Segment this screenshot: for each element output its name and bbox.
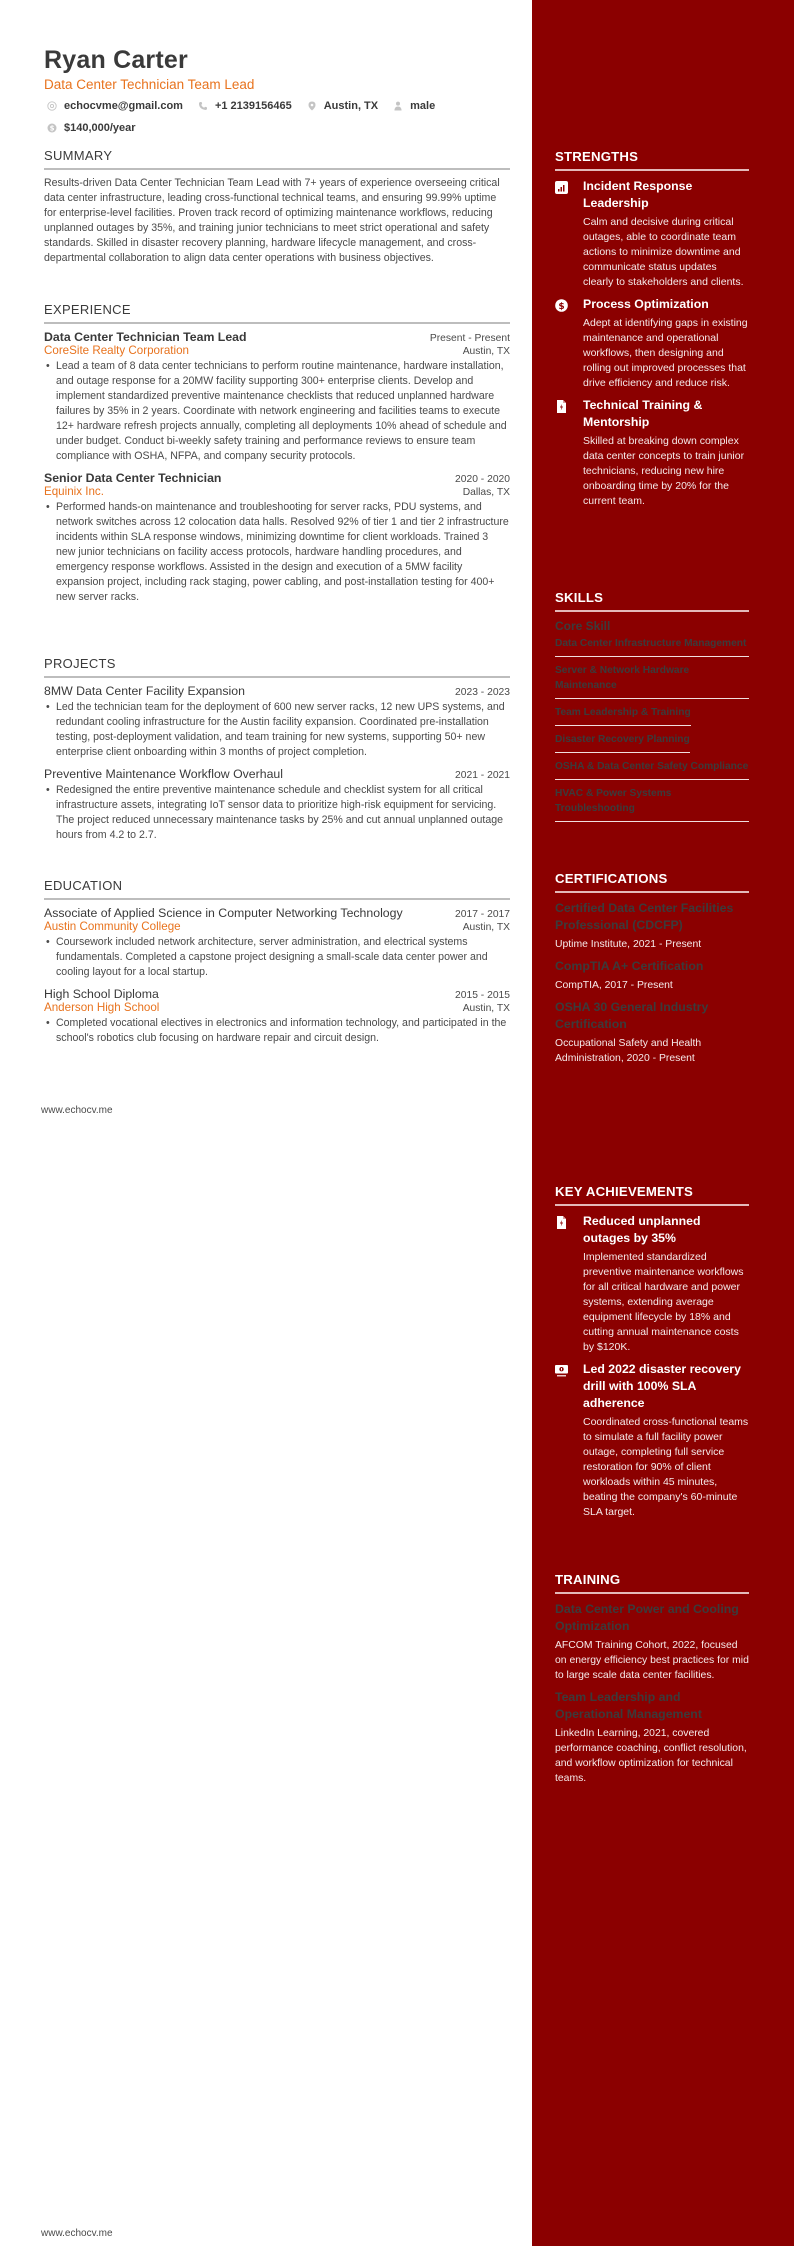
certification-name: OSHA 30 General Industry Certification [555,1000,709,1031]
skill-item: OSHA & Data Center Safety Compliance [555,759,749,780]
certification-issuer: Uptime Institute, 2021 - Present [555,939,702,950]
footer-website-link-page2[interactable]: www.echocv.me [41,2228,113,2239]
phone-value: +1 2139156465 [214,100,292,112]
skill-item: Team Leadership & Training [555,705,691,726]
location-value: Austin, TX [323,100,379,112]
contact-email[interactable] [44,99,183,113]
education-dates: 2017 - 2017 [455,909,510,920]
project-title: 8MW Data Center Facility Expansion [44,684,245,698]
certification-name: Certified Data Center Facilities Professional (CDCFP) [555,901,734,932]
certification-item [555,900,749,952]
education-bullet: • Coursework included network architecture, server administration, and electrical systems fundamentals. Completed a capstone project designing a small-scale data center power and cooling layout for a local startup. [46,936,488,978]
education-dates: 2015 - 2015 [455,990,510,1001]
document-icon [555,1213,583,1355]
training-item [555,1689,749,1786]
dollar-coin-icon [555,296,583,391]
achievements-heading: KEY ACHIEVEMENTS [555,1184,749,1206]
job-title: Data Center Technician Team Lead [44,330,247,344]
achievement-item [555,1213,749,1355]
job-bullet: • Performed hands-on maintenance and troubleshooting for server racks, PDU systems, and network switches across 12 colocation data halls. Resolved 92% of tier 1 and tier 2 infrastructure incidents within SLA response windows, minimizing downtime for client workloads. Trained 3 new junior technicians on facility access protocols, hardware handling procedures, and emergency response workflows. Assisted in the design and execution of a 5MW facility expansion project, including rack staging, power cabling, and post-installation testing for 400+ new server racks. [46,501,509,603]
phone-icon [198,101,208,111]
achievement-title: Led 2022 disaster recovery drill with 100% SLA adherence [583,1362,741,1410]
gender-value: male [410,100,436,112]
projects-heading: PROJECTS [44,656,510,678]
skills-list [555,636,749,828]
candidate-name: Ryan Carter [44,46,188,74]
job-location: Dallas, TX [462,487,510,498]
training-section [555,1572,749,1792]
degree-title: Associate of Applied Science in Computer Networking Technology [44,906,403,920]
strength-title: Technical Training & Mentorship [583,398,703,429]
degree-title: High School Diploma [44,987,159,1001]
certification-name: CompTIA A+ Certification [555,959,704,973]
project-dates: 2021 - 2021 [455,770,510,781]
monitor-alert-icon [555,1361,583,1520]
training-desc: LinkedIn Learning, 2021, covered performance coaching, conflict resolution, and workflow optimization for technical teams. [555,1728,747,1784]
achievement-item [555,1361,749,1520]
strength-desc: Skilled at breaking down complex data center concepts to train junior technicians, reducing new hire onboarding time by 20% for the current team. [583,435,745,507]
strength-title: Process Optimization [583,297,709,311]
job-bullet: • Lead a team of 8 data center technicians to perform routine maintenance, hardware installation, and outage response for a 20MW facility supporting 300+ enterprise clients. Develop and implement standardized preventive maintenance checklists that reduced unplanned hardware failures by 35% in 2 years. Coordinate with network engineering and facilities teams to execute 12+ hardware refresh projects annually, completing all deployments 10% ahead of schedule and under budget. Conduct bi-weekly safety training and performance reviews to ensure team compliance with OSHA, NFPA, and company security protocols. [46,360,507,462]
salary-value: $140,000/year [64,122,136,134]
contact-gender [390,99,435,113]
location-pin-icon [307,101,317,111]
training-title: Data Center Power and Cooling Optimization [555,1602,739,1633]
school-name: Anderson High School [44,1001,160,1014]
project-bullet: • Led the technician team for the deployment of 600 new server racks, 12 new UPS systems, and redundant cooling infrastructure for the Austin facility expansion. Coordinated pre-installation testing, post-deployment validation, and team training for new systems, supporting 50+ new enterprise client onboarding within 3 months of project completion. [46,701,505,758]
strength-desc: Calm and decisive during critical outages, able to coordinate team actions to minimize downtime and communicate status updates clearly to stakeholders and clients. [583,216,744,288]
skill-item: Server & Network Hardware Maintenance [555,663,749,699]
candidate-title: Data Center Technician Team Lead [44,77,255,92]
experience-section [44,302,510,612]
strengths-section [555,149,749,515]
certification-item [555,958,749,993]
strength-item [555,178,749,290]
experience-entry [44,471,510,605]
document-icon [555,397,583,509]
certifications-section [555,871,749,1072]
contact-info [44,99,510,135]
job-dates: 2020 - 2020 [455,474,510,485]
school-location: Austin, TX [462,1003,510,1014]
achievement-title: Reduced unplanned outages by 35% [583,1214,701,1245]
skill-item: Data Center Infrastructure Management [555,636,749,657]
achievement-desc: Coordinated cross-functional teams to simulate a full facility power outage, completing full service restoration for 90% of client workloads within 45 minutes, beating the company's 60-minute SLA target. [583,1416,749,1518]
school-location: Austin, TX [462,922,510,933]
email-value: echocvme@gmail.com [64,100,183,112]
project-bullet: • Redesigned the entire preventive maintenance schedule and checklist system for all critical infrastructure assets, integrating IoT sensor data to prioritize high-risk equipment for servicing. The project reduced unnecessary maintenance tasks by 25% and cut annual unplanned outage hours from 4.2 to 2.7. [46,784,504,841]
certification-issuer: Occupational Safety and Health Administration, 2020 - Present [555,1038,702,1064]
skills-heading: SKILLS [555,590,749,612]
footer-website-link[interactable]: www.echocv.me [41,1105,113,1116]
job-dates: Present - Present [429,333,510,344]
project-entry [44,767,510,843]
project-title: Preventive Maintenance Workflow Overhaul [44,767,283,781]
experience-entry [44,330,510,464]
contact-salary [44,121,136,135]
training-heading: TRAINING [555,1572,749,1594]
summary-heading: SUMMARY [44,148,510,170]
education-section [44,878,510,1053]
person-icon [393,101,403,111]
job-title: Senior Data Center Technician [44,471,222,485]
summary-section [44,148,510,266]
skill-item: Disaster Recovery Planning [555,732,690,753]
training-item [555,1601,749,1683]
projects-section [44,656,510,850]
school-name: Austin Community College [44,920,181,933]
project-entry [44,684,510,760]
achievements-section [555,1184,749,1526]
strength-title: Incident Response Leadership [583,179,693,210]
bar-chart-icon [555,178,583,290]
contact-location [304,99,378,113]
strength-item [555,397,749,509]
strength-item [555,296,749,391]
company-name: CoreSite Realty Corporation [44,344,189,357]
dollar-coin-icon [47,123,57,133]
strengths-heading: STRENGTHS [555,149,749,171]
skill-category: Core Skill [555,619,611,633]
summary-text: Results-driven Data Center Technician Team Lead with 7+ years of experience overseeing critical data center infrastructure, leading cross-functional technical teams, and ensuring 99.99% uptime for enterprise-level facilities. Proven track record of optimizing maintenance workflows, reducing unplanned outages by 35%, and training junior technicians to meet strict operational and safety standards. Skilled in disaster recovery planning, hardware lifecycle management, and cross-departmental collaboration to align data center operations with business objectives. [44,177,500,264]
certification-issuer: CompTIA, 2017 - Present [555,980,673,991]
svg-text:$: $ [558,302,565,312]
education-entry [44,906,510,980]
at-icon [47,101,57,111]
experience-heading: EXPERIENCE [44,302,510,324]
project-dates: 2023 - 2023 [455,687,510,698]
job-location: Austin, TX [462,346,510,357]
skills-section [555,590,749,828]
training-desc: AFCOM Training Cohort, 2022, focused on energy efficiency best practices for mid to large scale data center facilities. [555,1640,749,1681]
education-heading: EDUCATION [44,878,510,900]
svg-text:$: $ [49,124,55,133]
strength-desc: Adept at identifying gaps in existing maintenance and operational workflows, then designing and rolling out improved processes that drive efficiency and reduce risk. [583,317,748,389]
training-title: Team Leadership and Operational Management [555,1690,702,1721]
achievement-desc: Implemented standardized preventive maintenance workflows for all critical hardware and power systems, extending average equipment lifecycle by 18% and cutting annual maintenance costs by $120K. [583,1251,744,1353]
education-bullet: • Completed vocational electives in electronics and information technology, and participated in the school's robotics club focusing on hardware repair and circuit design. [46,1017,507,1044]
contact-phone[interactable] [195,99,292,113]
certification-item [555,999,749,1066]
skill-item: HVAC & Power Systems Troubleshooting [555,786,749,822]
education-entry [44,987,510,1046]
certifications-heading: CERTIFICATIONS [555,871,749,893]
company-name: Equinix Inc. [44,485,104,498]
